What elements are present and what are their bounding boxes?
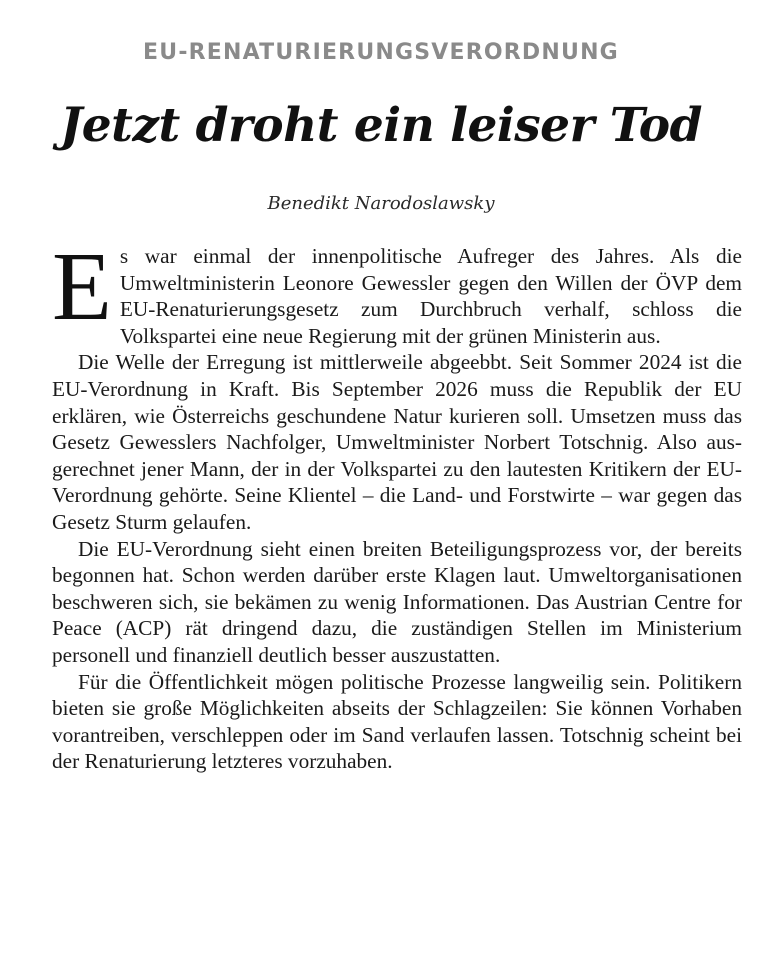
paragraph-1 — [52, 233, 742, 349]
paragraph-4: Für die Öffentlichkeit mögen politische Prozesse langweilig sein. Politikern bieten sie große Möglichkeiten abseits der Schlagzeilen: Sie können Vorhaben vorantreiben, verschleppen oder im Sand verlaufen lassen. Totschnig scheint bei der Renaturierung letzteres vorzuhaben. — [52, 669, 742, 774]
paragraph-3: Die EU-Verordnung sieht einen breiten Beteiligungsprozess vor, der bereits begonnen hat. Schon werden darüber erste Klagen laut. Umweltorganisationen beschweren sich, sie bekämen zu wenig Informationen. Das Austrian Centre for Peace (ACP) rät dringend dazu, die zuständigen Stellen im Ministerium personell und finanziell deutlich besser auszustatten. — [52, 536, 742, 667]
paragraph-2: Die Welle der Erregung ist mittlerweile abgeebbt. Seit Sommer 2024 ist die EU-Verordnung in Kraft. Bis September 2026 muss die Republik der EU erklären, wie Österreichs geschundene Natur kurieren soll. Umsetzen muss das Gesetz Gewesslers Nachfolger, Umweltminister Norbert Totschnig. Also ausgerechnet jener Mann, der in der Volkspartei zu den lautesten Kritikern der EU-Verordnung gehörte. Seine Klientel – die Land- und Forstwirte – war gegen das Gesetz Sturm gelaufen. — [52, 350, 742, 534]
author-byline: Benedikt Narodoslawsky — [267, 193, 495, 214]
drop-cap: E — [52, 233, 112, 341]
paragraph-1-text: s war einmal der innenpolitische Aufreger des Jahres. Als die Umweltministerin Leonore Gewessler gegen den Willen der ÖVP dem EU-Renaturierungsgesetz zum Durchbruch verhalf, schloss die Volkspartei eine neue Regierung mit der grünen Ministerin aus. — [119, 244, 742, 348]
article-kicker: EU-RENATURIERUNGSVERORDNUNG — [143, 40, 619, 65]
article-headline: Jetzt droht ein leiser Tod — [59, 98, 703, 153]
article-body — [52, 233, 742, 775]
